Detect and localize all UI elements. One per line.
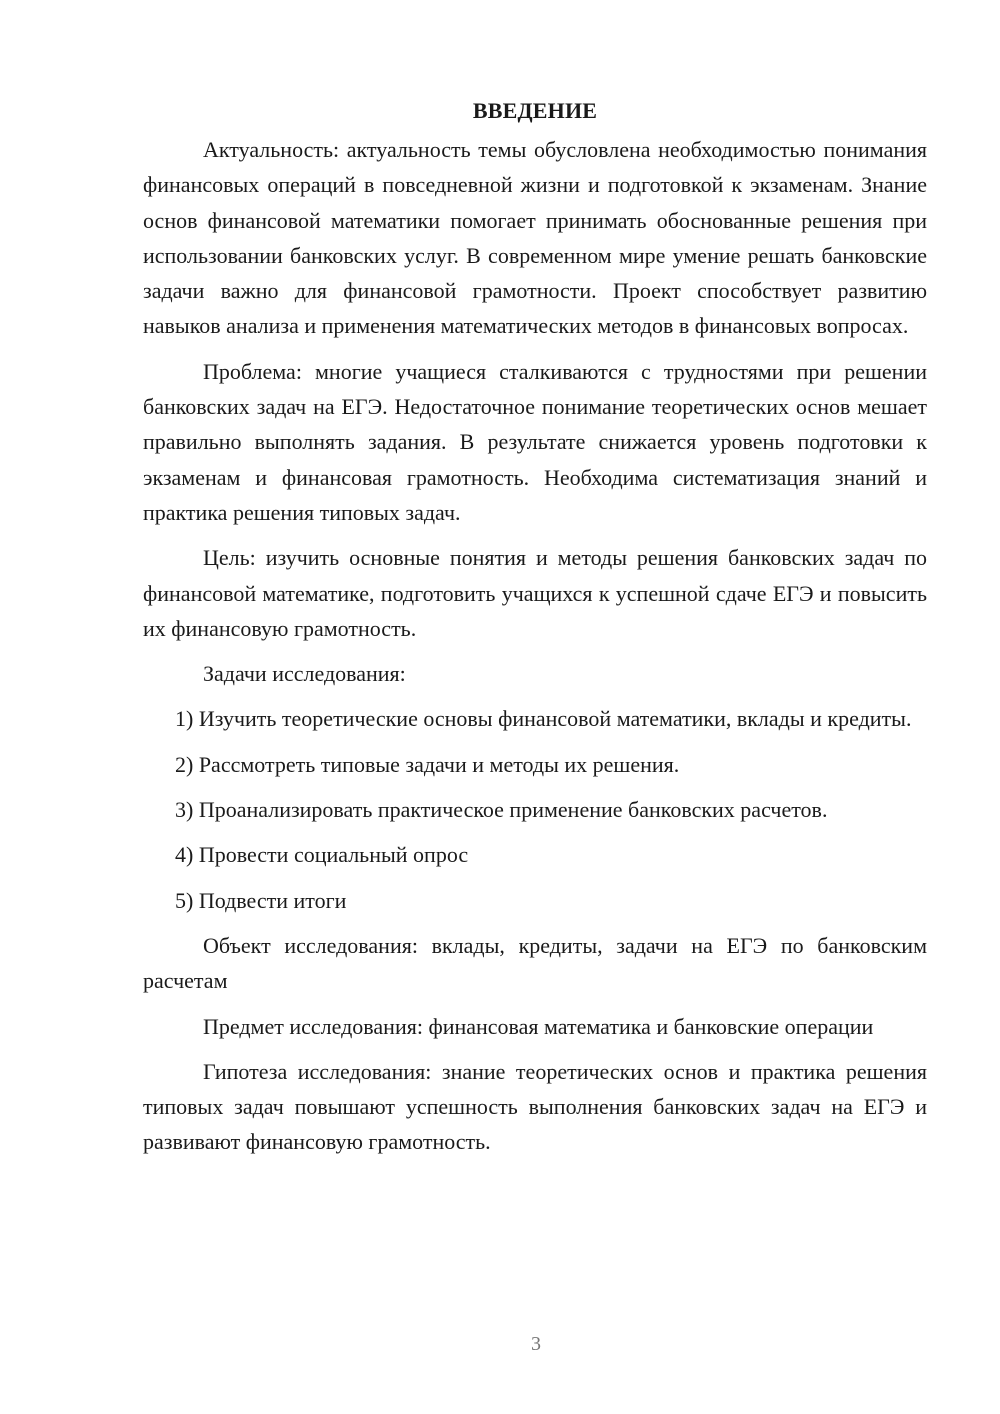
hypothesis-paragraph: Гипотеза исследования: знание теоретических основ и практика решения типовых задач повышают успешность выполнения банковских задач на ЕГЭ и развивают финансовую грамотность. xyxy=(143,1058,927,1155)
relevance-paragraph: Актуальность: актуальность темы обусловлена необходимостью понимания финансовых операций в повседневной жизни и подготовкой к экзаменам. Знание основ финансовой математики помогает принимать обоснованные решения при использовании банковских услуг. В современном мире умение решать банковские задачи важно для финансовой грамотности. Проект способствует развитию навыков анализа и применения математических методов в финансовых вопросах. xyxy=(143,137,927,339)
task-item-3: 3) Проанализировать практическое применение банковских расчетов. xyxy=(175,797,828,823)
object-paragraph: Объект исследования: вклады, кредиты, задачи на ЕГЭ по банковским расчетам xyxy=(143,932,927,994)
task-item-4: 4) Провести социальный опрос xyxy=(175,842,469,868)
section-heading: ВВЕДЕНИЕ xyxy=(472,98,598,123)
document-page xyxy=(143,93,927,1170)
problem-paragraph: Проблема: многие учащиеся сталкиваются с трудностями при решении банковских задач на ЕГЭ. Недостаточное понимание теоретических основ мешает правильно выполнять задания. В результате снижается уровень подготовки к экзаменам и финансовая грамотность. Необходима систематизация знаний и практика решения типовых задач. xyxy=(143,358,927,525)
goal-paragraph: Цель: изучить основные понятия и методы решения банковских задач по финансовой математике, подготовить учащихся к успешной сдаче ЕГЭ и повысить их финансовую грамотность. xyxy=(143,545,927,641)
tasks-title: Задачи исследования: xyxy=(203,661,406,687)
task-item-5: 5) Подвести итоги xyxy=(175,887,347,913)
page-number: 3 xyxy=(531,1333,541,1355)
task-item-1: 1) Изучить теоретические основы финансовой математики, вклады и кредиты. xyxy=(175,706,912,732)
task-item-2: 2) Рассмотреть типовые задачи и методы их решения. xyxy=(175,751,680,777)
subject-paragraph: Предмет исследования: финансовая математика и банковские операции xyxy=(203,1013,874,1039)
